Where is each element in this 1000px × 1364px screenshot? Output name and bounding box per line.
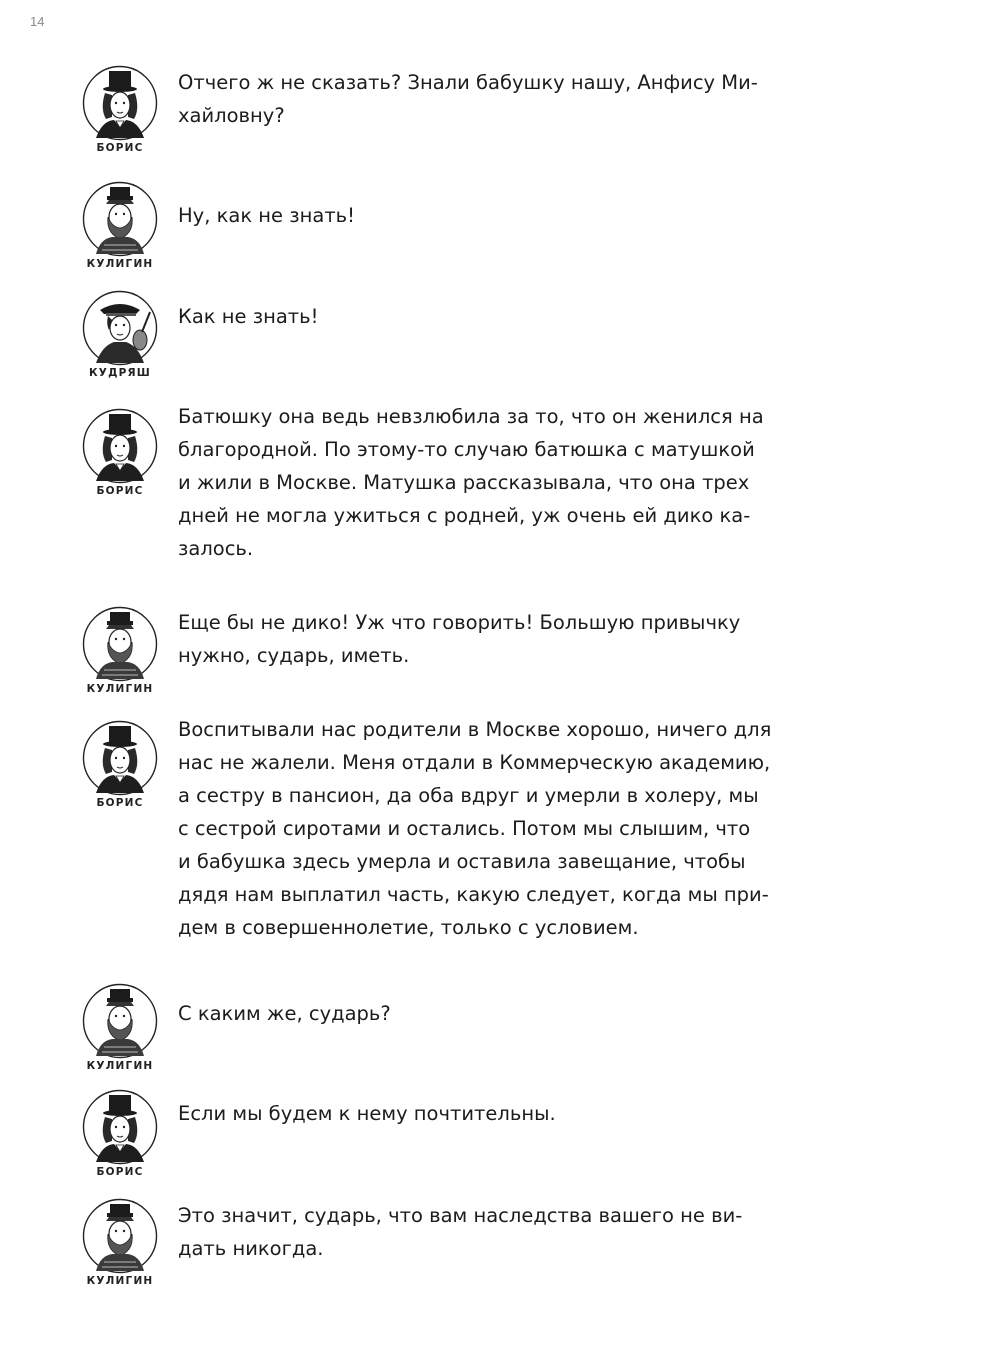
dialogue-line: дем в совершеннолетие, только с условием.: [178, 916, 639, 939]
page-number: 14: [30, 14, 45, 29]
dialogue-line: а сестру в пансион, да оба вдруг и умерли в холеру, мы: [178, 784, 759, 807]
speaker-name: КУЛИГИН: [86, 1060, 154, 1072]
dialogue-line: дней не могла ужиться с родней, уж очень ей дико ка-: [178, 504, 751, 527]
dialogue-line: Батюшку она ведь невзлюбила за то, что он женился на: [178, 405, 764, 428]
kuligin-portrait-icon: [82, 983, 158, 1059]
kuligin-portrait-icon: [82, 1198, 158, 1274]
kuligin-portrait-icon: [82, 606, 158, 682]
dialogue-line: Это значит, сударь, что вам наследства вашего не ви-: [178, 1204, 743, 1227]
dialogue-line: Воспитывали нас родители в Москве хорошо, ничего для: [178, 718, 772, 741]
boris-portrait-icon: [82, 720, 158, 796]
dialogue-line: Ну, как не знать!: [178, 204, 355, 227]
dialogue-line: с сестрой сиротами и остались. Потом мы слышим, что: [178, 817, 751, 840]
boris-portrait-icon: [82, 408, 158, 484]
dialogue-line: и жили в Москве. Матушка рассказывала, что она трех: [178, 471, 750, 494]
dialogue-line: Если мы будем к нему почтительны.: [178, 1102, 556, 1125]
boris-portrait-icon: [82, 65, 158, 141]
dialogue-line: и бабушка здесь умерла и оставила завещание, чтобы: [178, 850, 746, 873]
dialogue-line: благородной. По этому-то случаю батюшка с матушкой: [178, 438, 755, 461]
kuligin-portrait-icon: [82, 181, 158, 257]
speaker-name: БОРИС: [96, 142, 144, 154]
speaker-name: КУЛИГИН: [86, 258, 154, 270]
dialogue-line: Отчего ж не сказать? Знали бабушку нашу, Анфису Ми-: [178, 71, 758, 94]
dialogue-line: хайловну?: [178, 104, 285, 127]
speaker-name: КУЛИГИН: [86, 683, 154, 695]
speaker-name: КУДРЯШ: [89, 367, 151, 379]
dialogue-line: Как не знать!: [178, 305, 319, 328]
speaker-name: БОРИС: [96, 1166, 144, 1178]
dialogue-line: залось.: [178, 537, 254, 560]
dialogue-line: дать никогда.: [178, 1237, 324, 1260]
dialogue-line: С каким же, сударь?: [178, 1002, 391, 1025]
dialogue-line: нужно, сударь, иметь.: [178, 644, 410, 667]
kudryash-portrait-icon: [82, 290, 158, 366]
speaker-name: БОРИС: [96, 797, 144, 809]
dialogue-line: Еще бы не дико! Уж что говорить! Большую привычку: [178, 611, 741, 634]
boris-portrait-icon: [82, 1089, 158, 1165]
dialogue-line: нас не жалели. Меня отдали в Коммерческую академию,: [178, 751, 771, 774]
speaker-name: БОРИС: [96, 485, 144, 497]
speaker-name: КУЛИГИН: [86, 1275, 154, 1287]
dialogue-line: дядя нам выплатил часть, какую следует, когда мы при-: [178, 883, 769, 906]
